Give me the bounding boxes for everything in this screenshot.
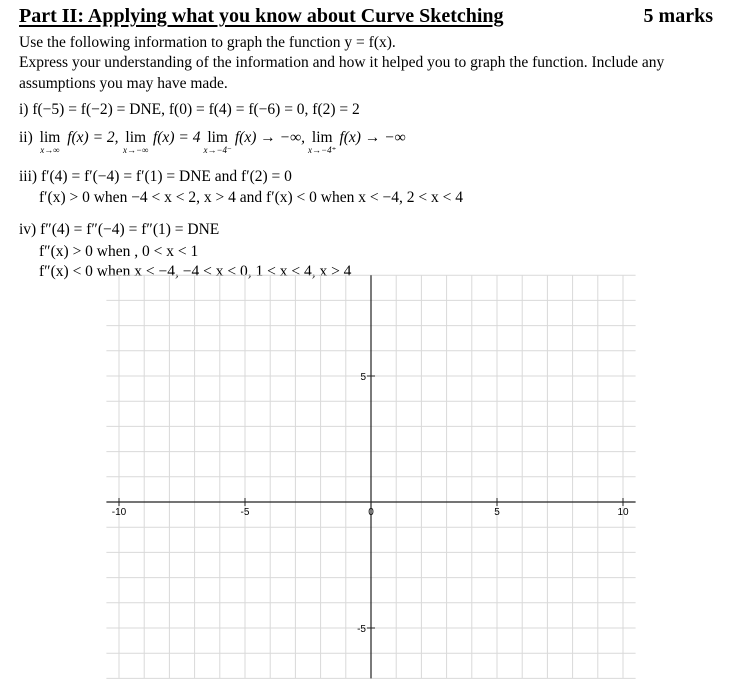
tick-labels	[112, 372, 629, 635]
limit-2-label: lim	[125, 129, 147, 146]
limit-4-sub: x→−4⁺	[308, 145, 337, 155]
condition-iii-line-1: iii) f′(4) = f′(−4) = f′(1) = DNE and f′(2) = 0	[19, 168, 292, 185]
page-title: Part II: Applying what you know about Curve Sketching	[19, 5, 504, 27]
marks-label: 5 marks	[643, 5, 713, 27]
limit-1-expr: f(x) = 2,	[63, 129, 123, 146]
x-tick-label: -10	[111, 507, 127, 518]
condition-iii-line-2: f′(x) > 0 when −4 < x < 2, x > 4 and f′(x) < 0 when x < −4, 2 < x < 4	[39, 189, 463, 206]
limit-1-sub: x→∞	[40, 145, 60, 155]
limit-4-label: lim	[311, 129, 333, 146]
condition-iv-line-2: f″(x) > 0 when , 0 < x < 1	[39, 243, 199, 260]
condition-ii-prefix: ii)	[19, 129, 37, 146]
x-tick-label: -5	[240, 507, 250, 518]
limit-3-label: lim	[207, 129, 228, 146]
x-tick-label: 0	[368, 507, 374, 518]
condition-iv-line-3: f″(x) < 0 when x < −4, −4 < x < 0, 1 < x < 4, x > 4	[39, 263, 352, 280]
limit-3-expr: f(x) → −∞,	[230, 129, 309, 146]
condition-iv-line-1: iv) f″(4) = f″(−4) = f″(1) = DNE	[19, 221, 220, 238]
limit-1-label: lim	[39, 129, 61, 146]
y-tick-label: 5	[360, 372, 366, 383]
limit-2-sub: x→−∞	[123, 145, 149, 155]
limit-2-expr: f(x) = 4	[149, 129, 205, 146]
instruction-line-1: Use the following information to graph the function y = f(x).	[19, 34, 396, 51]
instruction-line-3: assumptions you may have made.	[19, 75, 228, 92]
x-tick-label: 10	[617, 507, 629, 518]
limit-3-sub: x→−4⁻	[203, 145, 232, 155]
instruction-line-2: Express your understanding of the information and how it helped you to graph the function. Include any	[19, 54, 665, 71]
limit-4-expr: f(x) → −∞	[335, 129, 406, 146]
x-tick-label: 5	[494, 507, 500, 518]
y-tick-label: -5	[357, 624, 366, 635]
condition-i: i) f(−5) = f(−2) = DNE, f(0) = f(4) = f(−6) = 0, f(2) = 2	[19, 101, 360, 118]
